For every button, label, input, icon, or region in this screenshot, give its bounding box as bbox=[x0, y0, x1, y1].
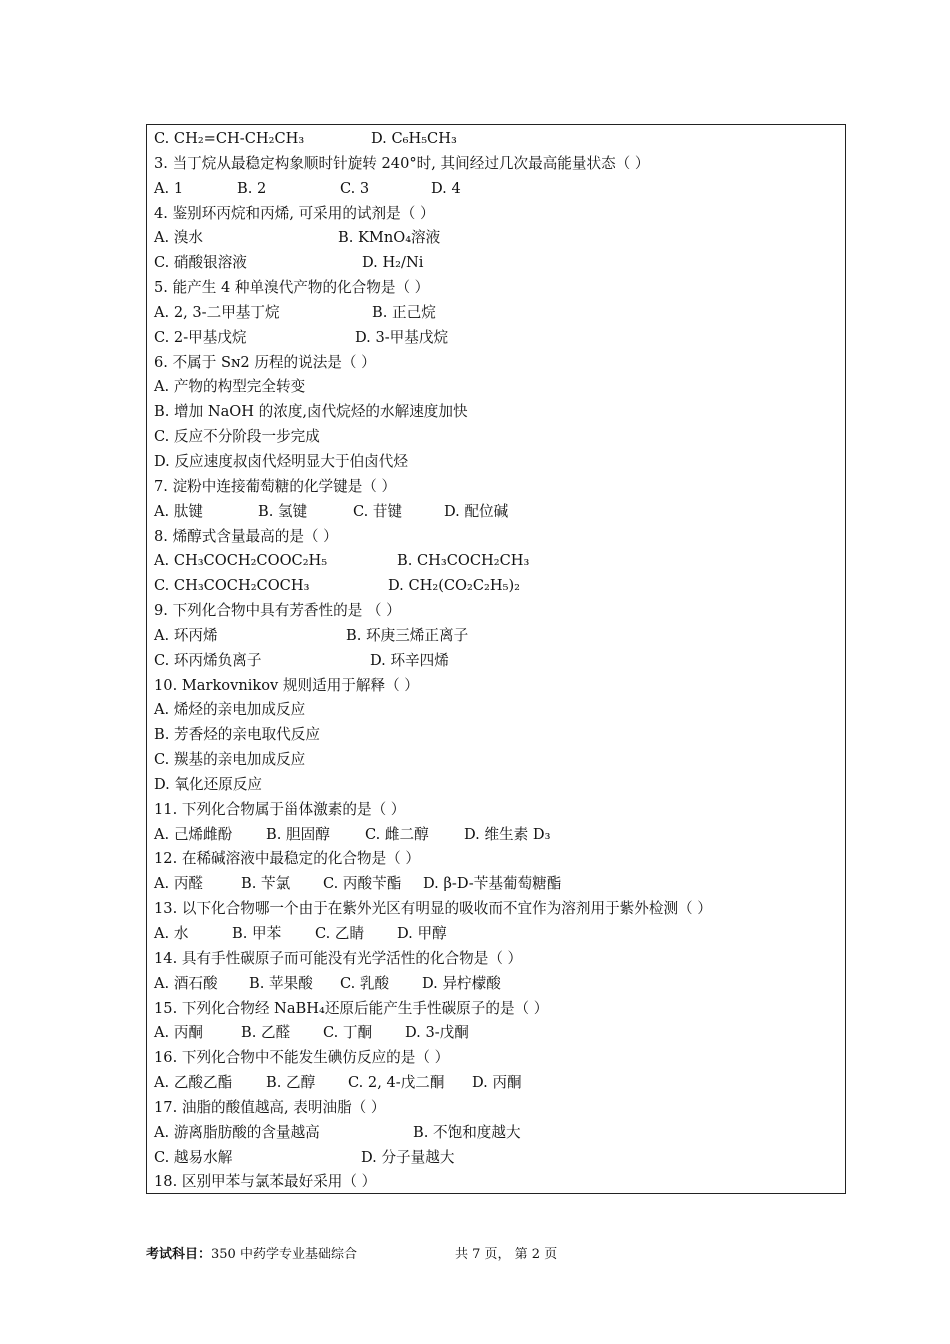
option-d: D. 3-甲基戊烷 bbox=[355, 328, 449, 346]
option-b: B. 氢键 bbox=[258, 502, 308, 520]
question-lines bbox=[154, 127, 841, 1195]
options-line bbox=[154, 823, 841, 848]
option-b: B. 胆固醇 bbox=[266, 825, 330, 843]
question-15: 15. 下列化合物经 NaBH₄还原后能产生手性碳原子的是（ ） bbox=[154, 999, 549, 1017]
option-a: A. 2, 3-二甲基丁烷 bbox=[154, 303, 280, 321]
option-b: B. 乙醇 bbox=[266, 1074, 316, 1092]
option-c: C. 苷键 bbox=[353, 502, 403, 520]
option-a: A. 溴水 bbox=[154, 229, 204, 247]
option-c: C. CH₂=CH-CH₂CH₃ bbox=[154, 130, 305, 147]
options-line bbox=[154, 549, 841, 574]
options-line bbox=[154, 301, 841, 326]
question-3: 3. 当丁烷从最稳定构象顺时针旋转 240°时, 其间经过几次最高能量状态（ ） bbox=[154, 154, 650, 172]
option-b: B. KMnO₄溶液 bbox=[338, 229, 441, 247]
question-4: 4. 鉴别环丙烷和丙烯, 可采用的试剂是（ ） bbox=[154, 204, 435, 222]
option-a: A. 烯烃的亲电加成反应 bbox=[154, 701, 306, 719]
option-c: C. 3 bbox=[340, 179, 370, 197]
option-d: D. 甲醇 bbox=[397, 925, 447, 942]
question-9: 9. 下列化合物中具有芳香性的是 （ ） bbox=[154, 602, 401, 620]
options-line bbox=[154, 1121, 841, 1146]
option-d: D. 4 bbox=[431, 179, 461, 197]
option-c: C. 雌二醇 bbox=[365, 825, 429, 843]
options-line bbox=[154, 226, 841, 251]
option-a: A. 酒石酸 bbox=[154, 974, 218, 992]
options-line bbox=[154, 922, 841, 947]
option-d: D. 反应速度叔卤代烃明显大于伯卤代烃 bbox=[154, 452, 408, 470]
page-footer bbox=[146, 1246, 558, 1264]
option-a: A. 肽键 bbox=[154, 502, 204, 520]
option-c: C. 丁酮 bbox=[323, 1024, 373, 1042]
option-c: C. 硝酸银溶液 bbox=[154, 254, 247, 272]
option-a: A. 己烯雌酚 bbox=[154, 825, 233, 843]
option-d: D. CH₂(CO₂C₂H₅)₂ bbox=[388, 577, 521, 595]
question-5: 5. 能产生 4 种单溴代产物的化合物是（ ） bbox=[154, 279, 430, 297]
options-line bbox=[154, 624, 841, 649]
option-b: B. 芳香烃的亲电取代反应 bbox=[154, 726, 320, 744]
option-d: D. 异柠檬酸 bbox=[422, 974, 501, 992]
option-b: B. 甲苯 bbox=[232, 925, 282, 942]
option-a: A. CH₃COCH₂COOC₂H₅ bbox=[154, 552, 328, 570]
option-b: B. 增加 NaOH 的浓度,卤代烷烃的水解速度加快 bbox=[154, 403, 468, 421]
option-a: A. 产物的构型完全转变 bbox=[154, 378, 306, 396]
option-a: A. 丙醛 bbox=[154, 875, 204, 893]
option-d: D. C₆H₅CH₃ bbox=[371, 130, 457, 147]
option-b: B. 环庚三烯正离子 bbox=[346, 626, 469, 644]
option-c: C. 乙睛 bbox=[315, 925, 365, 942]
option-c: C. CH₃COCH₂COCH₃ bbox=[154, 577, 310, 595]
question-18: 18. 区别甲苯与氯苯最好采用（ ） bbox=[154, 1173, 377, 1191]
option-c: C. 环丙烯负离子 bbox=[154, 651, 262, 669]
page-number: 共 7 页， 第 2 页 bbox=[455, 1247, 558, 1262]
question-6: 6. 不属于 Sɴ2 历程的说法是（ ） bbox=[154, 353, 376, 371]
option-d: D. 配位碱 bbox=[444, 502, 509, 520]
option-a: A. 乙酸乙酯 bbox=[154, 1074, 233, 1092]
option-d: D. H₂/Ni bbox=[362, 254, 424, 272]
option-d: D. 环辛四烯 bbox=[370, 651, 449, 669]
question-line bbox=[154, 127, 841, 152]
option-c: C. 2, 4-戊二酮 bbox=[348, 1074, 445, 1092]
option-d: D. 丙酮 bbox=[472, 1074, 522, 1092]
option-c: C. 2-甲基戊烷 bbox=[154, 328, 247, 346]
question-13: 13. 以下化合物哪一个由于在紫外光区有明显的吸收而不宜作为溶剂用于紫外检测（ ） bbox=[154, 900, 712, 918]
option-c: C. 丙酸苄酯 bbox=[323, 875, 402, 893]
options-line bbox=[154, 1146, 841, 1171]
subject-name: 350 中药学专业基础综合 bbox=[211, 1247, 357, 1262]
option-b: B. CH₃COCH₂CH₃ bbox=[397, 552, 530, 570]
option-d: D. 维生素 D₃ bbox=[464, 825, 551, 843]
options-line bbox=[154, 1071, 841, 1096]
option-c: C. 乳酸 bbox=[340, 974, 390, 992]
question-11: 11. 下列化合物属于甾体激素的是（ ） bbox=[154, 800, 406, 818]
option-a: A. 游离脂肪酸的含量越高 bbox=[154, 1123, 320, 1141]
option-c: C. 越易水解 bbox=[154, 1148, 233, 1166]
options-line bbox=[154, 326, 841, 351]
option-d: D. 氧化还原反应 bbox=[154, 775, 263, 793]
option-b: B. 正己烷 bbox=[372, 303, 436, 321]
question-17: 17. 油脂的酸值越高, 表明油脂（ ） bbox=[154, 1098, 386, 1116]
option-a: A. 环丙烯 bbox=[154, 626, 218, 644]
question-box bbox=[146, 124, 846, 1194]
option-d: D. β-D-苄基葡萄糖酯 bbox=[423, 875, 562, 893]
option-a: A. 水 bbox=[154, 925, 189, 942]
question-10: 10. Markovnikov 规则适用于解释（ ） bbox=[154, 676, 419, 694]
option-b: B. 不饱和度越大 bbox=[413, 1123, 521, 1141]
option-a: A. 1 bbox=[154, 179, 184, 197]
option-c: C. 反应不分阶段一步完成 bbox=[154, 428, 320, 446]
options-line bbox=[154, 872, 841, 897]
question-7: 7. 淀粉中连接葡萄糖的化学键是（ ） bbox=[154, 477, 397, 495]
question-8: 8. 烯醇式含量最高的是（ ） bbox=[154, 527, 338, 545]
option-b: B. 苹果酸 bbox=[249, 974, 313, 992]
option-d: D. 分子量越大 bbox=[361, 1148, 455, 1166]
option-b: B. 2 bbox=[237, 179, 267, 197]
option-b: B. 乙醛 bbox=[241, 1024, 291, 1042]
options-line bbox=[154, 251, 841, 276]
options-line bbox=[154, 1021, 841, 1046]
question-12: 12. 在稀碱溶液中最稳定的化合物是（ ） bbox=[154, 850, 420, 868]
option-a: A. 丙酮 bbox=[154, 1024, 204, 1042]
question-16: 16. 下列化合物中不能发生碘仿反应的是（ ） bbox=[154, 1049, 450, 1067]
options-line bbox=[154, 574, 841, 599]
option-b: B. 苄氯 bbox=[241, 875, 291, 893]
subject-label: 考试科目： bbox=[146, 1247, 212, 1262]
option-c: C. 羰基的亲电加成反应 bbox=[154, 751, 306, 769]
question-14: 14. 具有手性碳原子而可能没有光学活性的化合物是（ ） bbox=[154, 949, 523, 967]
options-line bbox=[154, 972, 841, 997]
options-line bbox=[154, 500, 841, 525]
options-line bbox=[154, 177, 841, 202]
option-d: D. 3-戊酮 bbox=[405, 1024, 469, 1042]
options-line bbox=[154, 649, 841, 674]
